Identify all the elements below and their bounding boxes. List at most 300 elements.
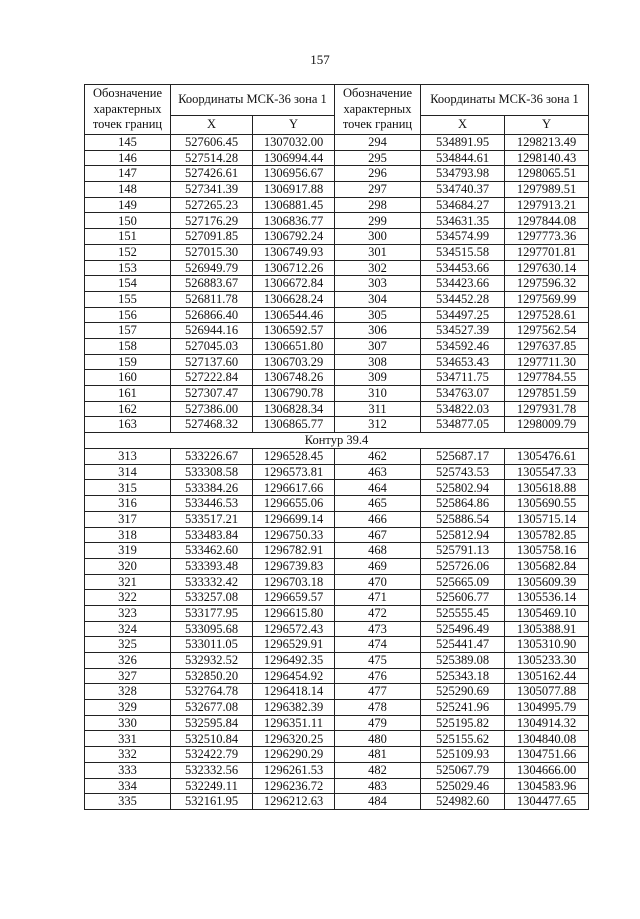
- cell-y-right: 1297773.36: [505, 229, 589, 245]
- cell-x-right: 534684.27: [421, 197, 505, 213]
- cell-point-left: 317: [85, 511, 171, 527]
- table-row: [85, 291, 589, 307]
- cell-y-right: 1297630.14: [505, 260, 589, 276]
- coordinates-table: [84, 84, 589, 810]
- cell-x-left: 527468.32: [171, 417, 253, 433]
- cell-x-right: 534497.25: [421, 307, 505, 323]
- cell-x-left: 533257.08: [171, 590, 253, 606]
- cell-x-left: 527045.03: [171, 338, 253, 354]
- cell-y-left: 1296351.11: [253, 715, 335, 731]
- cell-point-left: 148: [85, 182, 171, 198]
- cell-x-left: 532850.20: [171, 668, 253, 684]
- cell-y-right: 1297931.78: [505, 401, 589, 417]
- cell-x-right: 534423.66: [421, 276, 505, 292]
- cell-y-right: 1305469.10: [505, 605, 589, 621]
- cell-y-left: 1306828.34: [253, 401, 335, 417]
- table-row: [85, 401, 589, 417]
- cell-point-right: 482: [335, 762, 421, 778]
- cell-y-left: 1306544.46: [253, 307, 335, 323]
- cell-point-right: 311: [335, 401, 421, 417]
- cell-y-right: 1305162.44: [505, 668, 589, 684]
- cell-x-right: 525109.93: [421, 747, 505, 763]
- cell-x-right: 525067.79: [421, 762, 505, 778]
- cell-point-left: 163: [85, 417, 171, 433]
- cell-point-left: 149: [85, 197, 171, 213]
- table-row: [85, 543, 589, 559]
- cell-point-left: 334: [85, 778, 171, 794]
- cell-x-right: 525155.62: [421, 731, 505, 747]
- cell-point-left: 318: [85, 527, 171, 543]
- table-row: [85, 323, 589, 339]
- cell-x-right: 525743.53: [421, 464, 505, 480]
- cell-y-right: 1305715.14: [505, 511, 589, 527]
- cell-x-left: 527606.45: [171, 135, 253, 151]
- cell-point-right: 312: [335, 417, 421, 433]
- y-header-right: Y: [505, 116, 589, 135]
- cell-y-right: 1297784.55: [505, 370, 589, 386]
- cell-point-left: 325: [85, 637, 171, 653]
- cell-y-right: 1304666.00: [505, 762, 589, 778]
- cell-x-right: 525665.09: [421, 574, 505, 590]
- cell-y-right: 1304914.32: [505, 715, 589, 731]
- cell-point-right: 484: [335, 794, 421, 810]
- cell-y-right: 1304583.96: [505, 778, 589, 794]
- cell-point-right: 307: [335, 338, 421, 354]
- table-row: [85, 668, 589, 684]
- cell-point-right: 294: [335, 135, 421, 151]
- cell-point-left: 330: [85, 715, 171, 731]
- cell-y-right: 1297637.85: [505, 338, 589, 354]
- cell-point-left: 333: [85, 762, 171, 778]
- cell-x-left: 533446.53: [171, 496, 253, 512]
- block2-body: [85, 449, 589, 810]
- cell-point-right: 301: [335, 244, 421, 260]
- table-row: [85, 417, 589, 433]
- cell-point-right: 306: [335, 323, 421, 339]
- cell-y-right: 1297562.54: [505, 323, 589, 339]
- cell-point-right: 468: [335, 543, 421, 559]
- table-row: [85, 182, 589, 198]
- cell-point-left: 329: [85, 700, 171, 716]
- cell-x-left: 527386.00: [171, 401, 253, 417]
- cell-y-right: 1305690.55: [505, 496, 589, 512]
- cell-x-left: 527015.30: [171, 244, 253, 260]
- cell-x-right: 534515.58: [421, 244, 505, 260]
- cell-point-left: 145: [85, 135, 171, 151]
- cell-y-left: 1296261.53: [253, 762, 335, 778]
- cell-y-left: 1306712.26: [253, 260, 335, 276]
- cell-point-left: 151: [85, 229, 171, 245]
- y-header-left: Y: [253, 116, 335, 135]
- cell-point-right: 469: [335, 558, 421, 574]
- cell-y-left: 1306881.45: [253, 197, 335, 213]
- cell-point-right: 304: [335, 291, 421, 307]
- cell-x-right: 534527.39: [421, 323, 505, 339]
- cell-point-right: 299: [335, 213, 421, 229]
- cell-y-right: 1297596.32: [505, 276, 589, 292]
- point-designation-header-right: Обозначение характерных точек границ: [335, 85, 421, 135]
- cell-x-right: 525726.06: [421, 558, 505, 574]
- cell-x-right: 525343.18: [421, 668, 505, 684]
- cell-y-right: 1305388.91: [505, 621, 589, 637]
- cell-y-right: 1297913.21: [505, 197, 589, 213]
- cell-y-left: 1306651.80: [253, 338, 335, 354]
- cell-x-right: 525812.94: [421, 527, 505, 543]
- cell-x-right: 525802.94: [421, 480, 505, 496]
- cell-point-left: 328: [85, 684, 171, 700]
- cell-y-right: 1297989.51: [505, 182, 589, 198]
- cell-x-left: 533462.60: [171, 543, 253, 559]
- table-row: [85, 590, 589, 606]
- cell-point-left: 315: [85, 480, 171, 496]
- cell-point-left: 157: [85, 323, 171, 339]
- cell-x-left: 527307.47: [171, 386, 253, 402]
- cell-y-left: 1296382.39: [253, 700, 335, 716]
- cell-x-right: 524982.60: [421, 794, 505, 810]
- cell-point-left: 319: [85, 543, 171, 559]
- cell-point-left: 314: [85, 464, 171, 480]
- cell-point-right: 476: [335, 668, 421, 684]
- cell-point-right: 481: [335, 747, 421, 763]
- cell-y-left: 1296573.81: [253, 464, 335, 480]
- cell-x-right: 534453.66: [421, 260, 505, 276]
- cell-x-left: 527091.85: [171, 229, 253, 245]
- cell-x-left: 533011.05: [171, 637, 253, 653]
- cell-point-left: 320: [85, 558, 171, 574]
- table-row: [85, 621, 589, 637]
- cell-point-right: 479: [335, 715, 421, 731]
- cell-x-left: 526944.16: [171, 323, 253, 339]
- cell-point-left: 327: [85, 668, 171, 684]
- table-row: [85, 527, 589, 543]
- cell-y-left: 1306994.44: [253, 150, 335, 166]
- cell-x-left: 532332.56: [171, 762, 253, 778]
- cell-x-left: 527222.84: [171, 370, 253, 386]
- cell-x-right: 525029.46: [421, 778, 505, 794]
- page-number: 157: [310, 52, 330, 67]
- cell-y-left: 1296529.91: [253, 637, 335, 653]
- table-row: [85, 496, 589, 512]
- cell-x-left: 533226.67: [171, 449, 253, 465]
- cell-y-left: 1306628.24: [253, 291, 335, 307]
- cell-point-left: 155: [85, 291, 171, 307]
- cell-y-left: 1306748.26: [253, 370, 335, 386]
- cell-y-right: 1305682.84: [505, 558, 589, 574]
- table-row: [85, 354, 589, 370]
- section-divider: [85, 433, 589, 449]
- cell-point-right: 310: [335, 386, 421, 402]
- cell-x-right: 534574.99: [421, 229, 505, 245]
- coordinates-header-left: Координаты МСК-36 зона 1: [171, 85, 335, 116]
- cell-x-right: 525241.96: [421, 700, 505, 716]
- table-row: [85, 605, 589, 621]
- cell-y-left: 1296659.57: [253, 590, 335, 606]
- cell-point-right: 466: [335, 511, 421, 527]
- x-header-left: X: [171, 116, 253, 135]
- cell-x-left: 533308.58: [171, 464, 253, 480]
- cell-y-left: 1296492.35: [253, 653, 335, 669]
- table-row: [85, 794, 589, 810]
- cell-x-right: 525195.82: [421, 715, 505, 731]
- cell-y-right: 1305536.14: [505, 590, 589, 606]
- cell-point-left: 153: [85, 260, 171, 276]
- cell-x-right: 525389.08: [421, 653, 505, 669]
- cell-y-right: 1298140.43: [505, 150, 589, 166]
- cell-y-left: 1296418.14: [253, 684, 335, 700]
- cell-x-left: 533384.26: [171, 480, 253, 496]
- cell-x-right: 534822.03: [421, 401, 505, 417]
- table-row: [85, 684, 589, 700]
- cell-point-right: 464: [335, 480, 421, 496]
- cell-y-right: 1304840.08: [505, 731, 589, 747]
- table-row: [85, 386, 589, 402]
- cell-y-left: 1296699.14: [253, 511, 335, 527]
- cell-y-left: 1296655.06: [253, 496, 335, 512]
- cell-x-left: 532932.52: [171, 653, 253, 669]
- cell-point-right: 462: [335, 449, 421, 465]
- table-row: [85, 715, 589, 731]
- table-row: [85, 700, 589, 716]
- cell-y-right: 1297569.99: [505, 291, 589, 307]
- table-row: [85, 731, 589, 747]
- cell-y-left: 1307032.00: [253, 135, 335, 151]
- cell-x-right: 534711.75: [421, 370, 505, 386]
- cell-point-right: 296: [335, 166, 421, 182]
- cell-point-right: 297: [335, 182, 421, 198]
- cell-point-right: 300: [335, 229, 421, 245]
- cell-y-left: 1306836.77: [253, 213, 335, 229]
- cell-point-right: 302: [335, 260, 421, 276]
- cell-x-right: 534653.43: [421, 354, 505, 370]
- cell-x-right: 525791.13: [421, 543, 505, 559]
- table-row: [85, 197, 589, 213]
- cell-x-right: 534891.95: [421, 135, 505, 151]
- cell-point-right: 305: [335, 307, 421, 323]
- cell-y-right: 1305609.39: [505, 574, 589, 590]
- cell-point-left: 313: [85, 449, 171, 465]
- cell-x-right: 534844.61: [421, 150, 505, 166]
- cell-y-right: 1298065.51: [505, 166, 589, 182]
- cell-x-right: 525606.77: [421, 590, 505, 606]
- cell-y-right: 1297528.61: [505, 307, 589, 323]
- cell-point-right: 475: [335, 653, 421, 669]
- cell-y-left: 1296615.80: [253, 605, 335, 621]
- cell-point-left: 160: [85, 370, 171, 386]
- table-row: [85, 338, 589, 354]
- cell-point-right: 467: [335, 527, 421, 543]
- cell-y-left: 1296750.33: [253, 527, 335, 543]
- cell-x-right: 534763.07: [421, 386, 505, 402]
- cell-point-left: 162: [85, 401, 171, 417]
- cell-x-left: 532161.95: [171, 794, 253, 810]
- cell-point-right: 463: [335, 464, 421, 480]
- cell-x-right: 534631.35: [421, 213, 505, 229]
- coordinates-header-right: Координаты МСК-36 зона 1: [421, 85, 589, 116]
- cell-x-left: 527426.61: [171, 166, 253, 182]
- cell-y-left: 1296617.66: [253, 480, 335, 496]
- cell-point-right: 309: [335, 370, 421, 386]
- table-row: [85, 480, 589, 496]
- cell-x-left: 532422.79: [171, 747, 253, 763]
- cell-x-left: 532595.84: [171, 715, 253, 731]
- cell-x-right: 534740.37: [421, 182, 505, 198]
- cell-y-left: 1296572.43: [253, 621, 335, 637]
- cell-x-left: 527514.28: [171, 150, 253, 166]
- cell-y-right: 1305782.85: [505, 527, 589, 543]
- cell-point-left: 331: [85, 731, 171, 747]
- cell-y-right: 1305233.30: [505, 653, 589, 669]
- cell-x-left: 532510.84: [171, 731, 253, 747]
- cell-x-left: 532249.11: [171, 778, 253, 794]
- table-row: [85, 778, 589, 794]
- cell-y-right: 1297844.08: [505, 213, 589, 229]
- cell-y-left: 1296212.63: [253, 794, 335, 810]
- cell-y-left: 1296320.25: [253, 731, 335, 747]
- cell-y-left: 1296782.91: [253, 543, 335, 559]
- cell-y-left: 1296528.45: [253, 449, 335, 465]
- cell-y-right: 1305077.88: [505, 684, 589, 700]
- cell-y-left: 1306956.67: [253, 166, 335, 182]
- cell-x-right: 534592.46: [421, 338, 505, 354]
- table-row: [85, 747, 589, 763]
- cell-x-left: 527176.29: [171, 213, 253, 229]
- cell-y-right: 1298009.79: [505, 417, 589, 433]
- cell-x-left: 527341.39: [171, 182, 253, 198]
- cell-y-left: 1306592.57: [253, 323, 335, 339]
- cell-point-left: 150: [85, 213, 171, 229]
- x-header-right: X: [421, 116, 505, 135]
- table-row: [85, 276, 589, 292]
- cell-y-right: 1297701.81: [505, 244, 589, 260]
- block1-body: [85, 135, 589, 433]
- cell-x-right: 525290.69: [421, 684, 505, 700]
- table-row: [85, 260, 589, 276]
- cell-x-right: 525864.86: [421, 496, 505, 512]
- table-row: [85, 244, 589, 260]
- cell-point-right: 303: [335, 276, 421, 292]
- table-row: [85, 150, 589, 166]
- table-header: [85, 85, 589, 135]
- table-row: [85, 307, 589, 323]
- cell-point-left: 326: [85, 653, 171, 669]
- cell-y-left: 1306749.93: [253, 244, 335, 260]
- cell-point-right: 308: [335, 354, 421, 370]
- cell-point-left: 146: [85, 150, 171, 166]
- cell-x-left: 533095.68: [171, 621, 253, 637]
- table-row: [85, 229, 589, 245]
- table-row: [85, 762, 589, 778]
- cell-point-left: 316: [85, 496, 171, 512]
- cell-y-left: 1296454.92: [253, 668, 335, 684]
- cell-point-left: 154: [85, 276, 171, 292]
- cell-x-right: 534793.98: [421, 166, 505, 182]
- cell-point-right: 298: [335, 197, 421, 213]
- table-row: [85, 135, 589, 151]
- point-designation-header-left: Обозначение характерных точек границ: [85, 85, 171, 135]
- table-row: [85, 511, 589, 527]
- cell-point-left: 321: [85, 574, 171, 590]
- cell-point-right: 295: [335, 150, 421, 166]
- cell-point-right: 477: [335, 684, 421, 700]
- cell-point-left: 158: [85, 338, 171, 354]
- cell-y-right: 1298213.49: [505, 135, 589, 151]
- cell-y-right: 1297711.30: [505, 354, 589, 370]
- cell-point-right: 474: [335, 637, 421, 653]
- cell-x-right: 525441.47: [421, 637, 505, 653]
- cell-y-left: 1306865.77: [253, 417, 335, 433]
- cell-point-left: 152: [85, 244, 171, 260]
- cell-y-right: 1305547.33: [505, 464, 589, 480]
- cell-point-left: 156: [85, 307, 171, 323]
- cell-x-left: 533332.42: [171, 574, 253, 590]
- table-row: [85, 370, 589, 386]
- cell-point-right: 473: [335, 621, 421, 637]
- cell-x-left: 533393.48: [171, 558, 253, 574]
- cell-x-right: 534877.05: [421, 417, 505, 433]
- cell-x-left: 526811.78: [171, 291, 253, 307]
- cell-y-left: 1296236.72: [253, 778, 335, 794]
- cell-point-right: 470: [335, 574, 421, 590]
- cell-point-right: 465: [335, 496, 421, 512]
- cell-x-left: 527137.60: [171, 354, 253, 370]
- table-row: [85, 464, 589, 480]
- cell-y-right: 1305618.88: [505, 480, 589, 496]
- cell-x-right: 534452.28: [421, 291, 505, 307]
- cell-y-left: 1296739.83: [253, 558, 335, 574]
- cell-y-left: 1296290.29: [253, 747, 335, 763]
- cell-y-right: 1304751.66: [505, 747, 589, 763]
- cell-point-left: 159: [85, 354, 171, 370]
- cell-x-left: 533483.84: [171, 527, 253, 543]
- cell-x-left: 533177.95: [171, 605, 253, 621]
- table-row: [85, 213, 589, 229]
- cell-x-left: 526866.40: [171, 307, 253, 323]
- table-row: [85, 653, 589, 669]
- cell-point-left: 147: [85, 166, 171, 182]
- cell-x-left: 532677.08: [171, 700, 253, 716]
- cell-point-left: 161: [85, 386, 171, 402]
- cell-y-right: 1304477.65: [505, 794, 589, 810]
- cell-x-left: 526883.67: [171, 276, 253, 292]
- cell-y-left: 1306703.29: [253, 354, 335, 370]
- cell-x-right: 525687.17: [421, 449, 505, 465]
- cell-point-right: 480: [335, 731, 421, 747]
- table-row: [85, 166, 589, 182]
- cell-y-right: 1305476.61: [505, 449, 589, 465]
- cell-y-left: 1306917.88: [253, 182, 335, 198]
- cell-x-left: 526949.79: [171, 260, 253, 276]
- cell-point-right: 483: [335, 778, 421, 794]
- cell-point-left: 324: [85, 621, 171, 637]
- cell-y-right: 1297851.59: [505, 386, 589, 402]
- cell-point-left: 323: [85, 605, 171, 621]
- table-row: [85, 637, 589, 653]
- cell-y-left: 1306792.24: [253, 229, 335, 245]
- cell-y-left: 1296703.18: [253, 574, 335, 590]
- cell-y-right: 1305758.16: [505, 543, 589, 559]
- cell-point-right: 472: [335, 605, 421, 621]
- table-row: [85, 449, 589, 465]
- cell-y-right: 1305310.90: [505, 637, 589, 653]
- cell-x-left: 532764.78: [171, 684, 253, 700]
- cell-point-left: 332: [85, 747, 171, 763]
- cell-point-left: 335: [85, 794, 171, 810]
- cell-y-left: 1306790.78: [253, 386, 335, 402]
- cell-x-right: 525555.45: [421, 605, 505, 621]
- cell-x-right: 525886.54: [421, 511, 505, 527]
- table-row: [85, 574, 589, 590]
- cell-point-right: 471: [335, 590, 421, 606]
